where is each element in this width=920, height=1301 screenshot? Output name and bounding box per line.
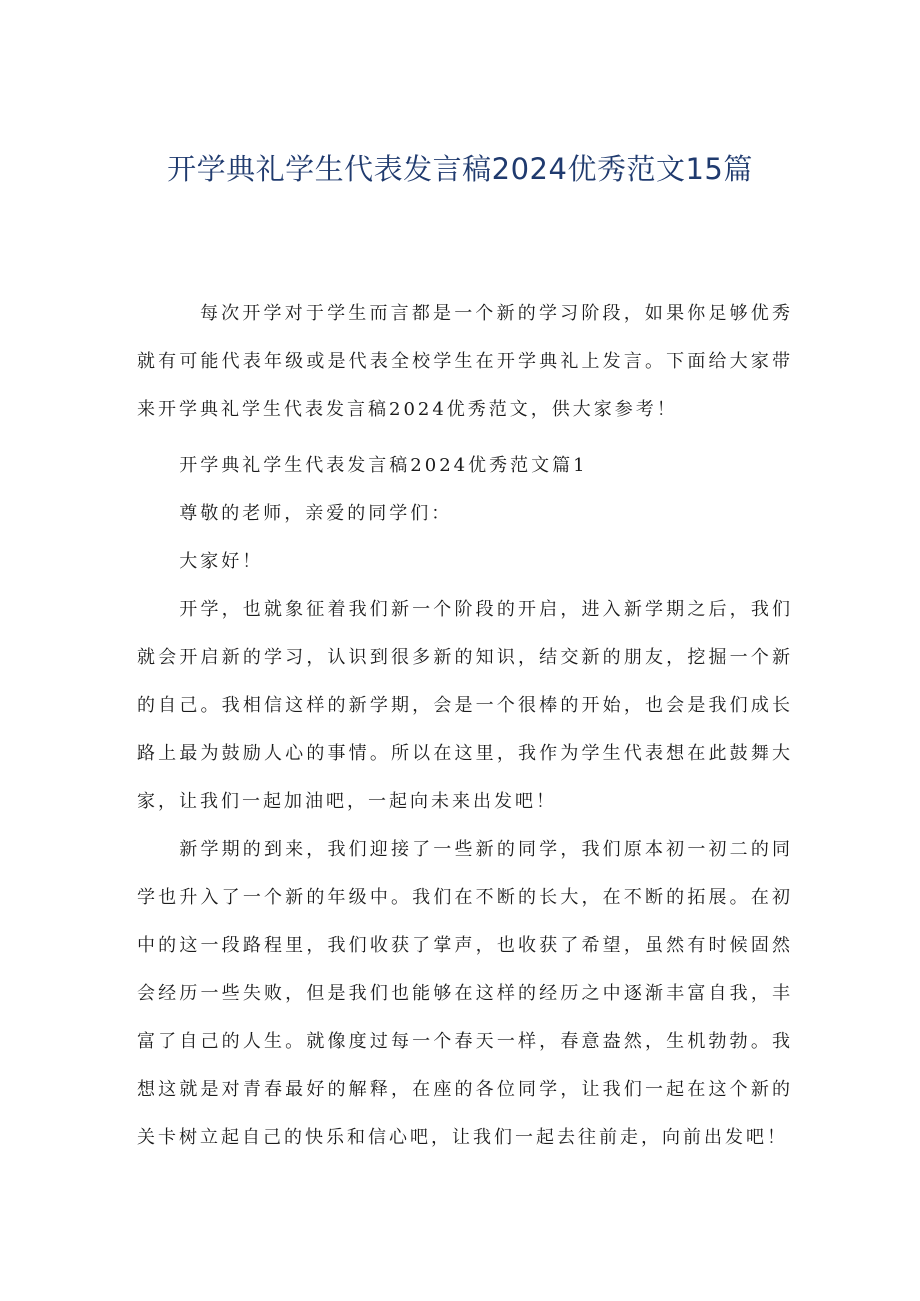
body-paragraph: 新学期的到来，我们迎接了一些新的同学，我们原本初一初二的同学也升入了一个新的年级中。我们在不断的长大，在不断的拓展。在初中的这一段路程里，我们收获了掌声，也收获了希望，虽然有时候固然会经历一些失败，但是我们也能够在这样的经历之中逐渐丰富自我，丰富了自己的人生。就像度过每一个春天一样，春意盎然，生机勃勃。我想这就是对青春最好的解释，在座的各位同学，让我们一起在这个新的关卡树立起自己的快乐和信心吧，让我们一起去往前走，向前出发吧！ (137, 839, 793, 1148)
intro-paragraph: 每次开学对于学生而言都是一个新的学习阶段，如果你足够优秀就有可能代表年级或是代表全校学生在开学典礼上发言。下面给大家带来开学典礼学生代表发言稿2024优秀范文，供大家参考！ (137, 303, 793, 420)
document-title: 开学典礼学生代表发言稿2024优秀范文15篇 (167, 152, 753, 186)
greeting: 大家好！ (179, 551, 264, 572)
section-heading: 开学典礼学生代表发言稿2024优秀范文篇1 (179, 455, 588, 476)
body-paragraph: 开学，也就象征着我们新一个阶段的开启，进入新学期之后，我们就会开启新的学习，认识到很多新的知识，结交新的朋友，挖掘一个新的自己。我相信这样的新学期，会是一个很棒的开始，也会是我们成长路上最为鼓励人心的事情。所以在这里，我作为学生代表想在此鼓舞大家，让我们一起加油吧，一起向未来出发吧！ (137, 599, 793, 812)
salutation: 尊敬的老师，亲爱的同学们： (179, 503, 453, 524)
document-body (137, 290, 793, 1162)
